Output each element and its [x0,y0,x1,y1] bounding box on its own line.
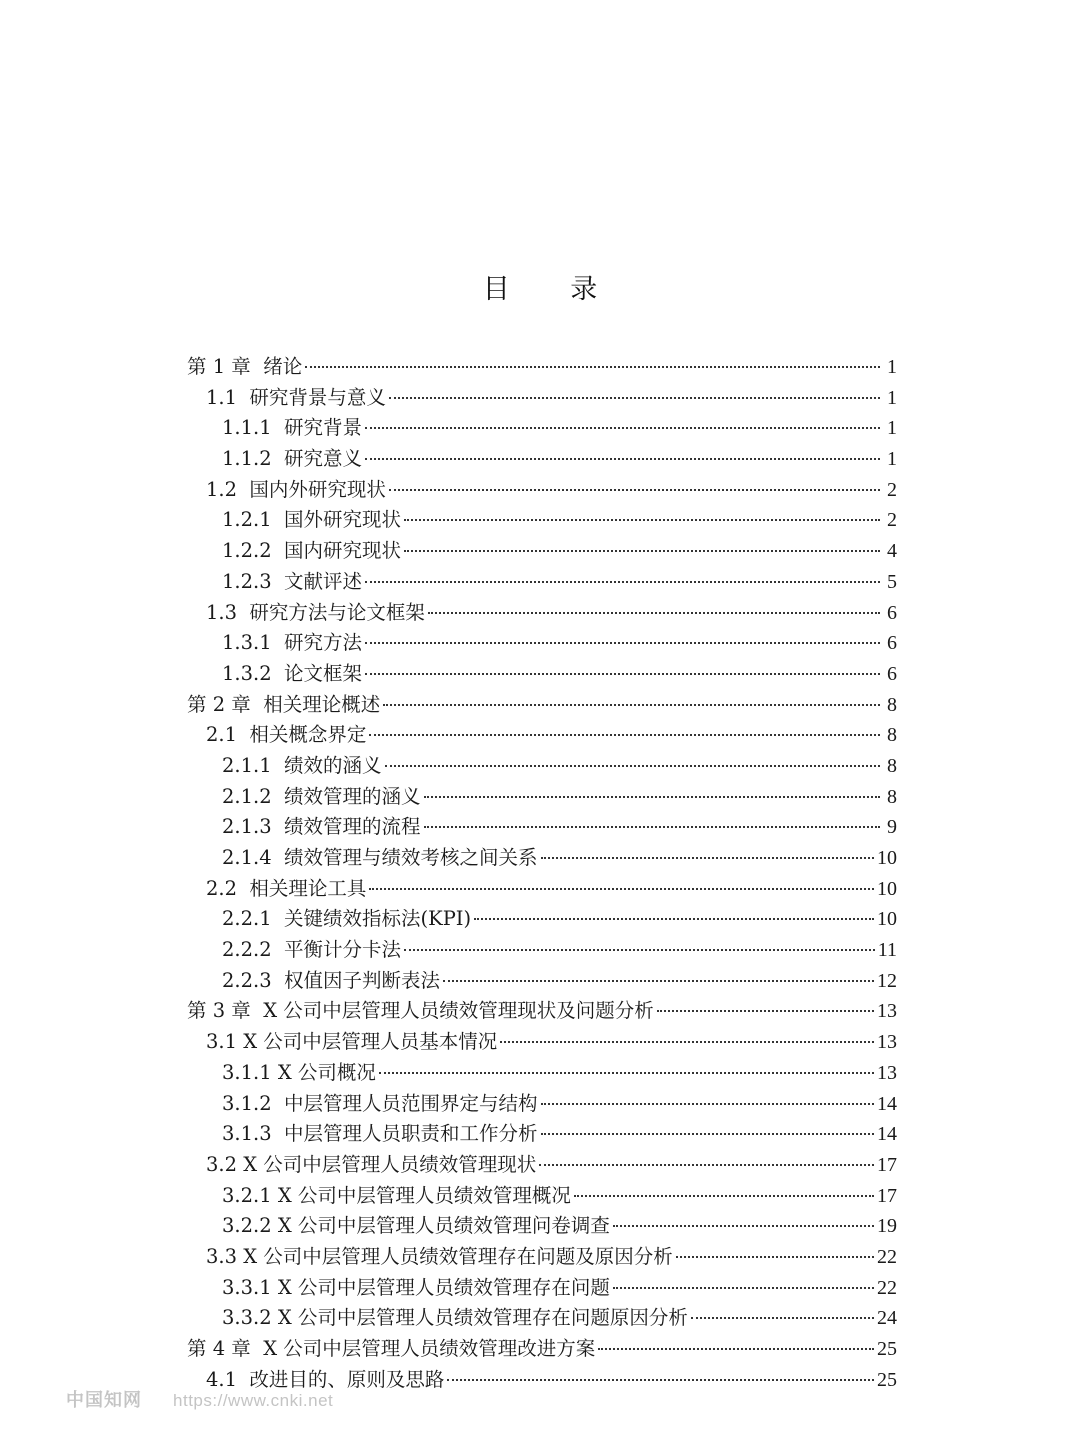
toc-entry-page-number: 25 [877,1338,897,1360]
toc-entry[interactable] [187,1089,897,1120]
toc-entry-label: 3.1.3 中层管理人员职责和工作分析 [222,1122,538,1146]
toc-entry-page-number: 4 [887,540,897,563]
dot-leader [676,1256,874,1258]
toc-entry-page-number: 9 [887,816,897,839]
dot-leader [404,519,880,521]
dot-leader [365,581,880,583]
toc-entry-page-number: 1 [887,417,897,440]
dot-leader [404,949,875,951]
toc-entry-label: 3.2 X 公司中层管理人员绩效管理现状 [206,1152,537,1176]
toc-entry-page-number: 22 [877,1276,897,1299]
toc-entry[interactable] [187,935,897,966]
toc-entry-label: 1.3 研究方法与论文框架 [206,600,425,624]
toc-entry-label: 2.2 相关理论工具 [206,876,367,900]
toc-entry-page-number: 13 [877,1061,897,1084]
toc-entry-page-number: 10 [877,877,897,900]
toc-entry-label: 第 2 章 相关理论概述 [187,692,381,716]
toc-entry-page-number: 14 [877,1092,897,1115]
toc-entry-page-number: 6 [887,632,897,655]
toc-entry-label: 4.1 改进目的、原则及思路 [206,1367,445,1391]
toc-entry[interactable] [187,1303,897,1334]
toc-entry[interactable] [187,1211,897,1242]
toc-entry-page-number: 19 [877,1215,897,1238]
dot-leader [365,642,880,644]
toc-entry-page-number: 8 [887,693,897,716]
toc-entry-label: 1.3.1 研究方法 [222,631,363,655]
toc-entry[interactable] [187,812,897,843]
dot-leader [369,888,874,890]
toc-entry-label: 1.2 国内外研究现状 [206,477,386,501]
toc-entry-label: 1.3.2 论文框架 [222,661,363,685]
toc-entry-label: 2.1 相关概念界定 [206,723,367,747]
toc-entry[interactable] [187,413,897,444]
toc-entry[interactable] [187,1150,897,1181]
toc-entry-page-number: 14 [877,1123,897,1146]
dot-leader [500,1041,874,1043]
toc-entry-page-number: 1 [887,386,897,409]
toc-entry-label: 2.1.4 绩效管理与绩效考核之间关系 [222,846,538,869]
dot-leader [305,366,880,368]
dot-leader [365,458,880,460]
dot-leader [598,1348,874,1350]
toc-entry[interactable] [187,536,897,567]
toc-entry[interactable] [187,1334,897,1365]
toc-entry-page-number: 13 [877,1031,897,1054]
toc-entry-label: 2.1.2 绩效管理的涵义 [222,784,421,808]
dot-leader [443,980,874,982]
toc-entry[interactable] [187,444,897,475]
toc-entry-label: 1.1 研究背景与意义 [206,385,386,409]
toc-entry-label: 2.1.3 绩效管理的流程 [222,815,421,839]
toc-entry-label: 3.1.2 中层管理人员范围界定与结构 [222,1091,538,1115]
toc-entry-page-number: 8 [887,724,897,747]
toc-entry[interactable] [187,1119,897,1150]
dot-leader [541,1133,874,1135]
dot-leader [447,1379,874,1381]
toc-entry[interactable] [187,567,897,598]
toc-entry-label: 1.2.3 文献评述 [222,569,363,593]
toc-entry-page-number: 1 [887,448,897,471]
toc-entry-label: 2.2.3 权值因子判断表法 [222,968,441,992]
dot-leader [541,857,874,859]
toc-entry[interactable] [187,843,897,874]
watermark [66,1386,333,1415]
toc-entry[interactable] [187,475,897,506]
toc-entry-label: 3.3.1 X 公司中层管理人员绩效管理存在问题 [222,1275,610,1299]
toc-entry[interactable] [187,782,897,813]
toc-entry-label: 1.2.2 国内研究现状 [222,539,402,563]
toc-entry-label: 第 4 章 X 公司中层管理人员绩效管理改进方案 [187,1337,596,1360]
toc-entry[interactable] [187,690,897,721]
toc-entry-label: 1.1.2 研究意义 [222,447,363,471]
dot-leader [613,1225,874,1227]
toc-entry-label: 第 3 章 X 公司中层管理人员绩效管理现状及问题分析 [187,999,654,1023]
toc-entry[interactable] [187,1273,897,1304]
toc-entry-page-number: 17 [877,1153,897,1176]
toc-entry[interactable] [187,628,897,659]
toc-entry-page-number: 10 [877,908,897,931]
watermark-url: https://www.cnki.net [173,1391,334,1410]
toc-entry-page-number: 12 [877,969,897,992]
toc-entry-label: 3.1 X 公司中层管理人员基本情况 [206,1030,498,1054]
dot-leader [428,612,880,614]
toc-entry[interactable] [187,751,897,782]
toc-entry[interactable] [187,659,897,690]
toc-entry-page-number: 11 [877,939,897,962]
toc-entry[interactable] [187,505,897,536]
toc-entry-label: 3.3 X 公司中层管理人员绩效管理存在问题及原因分析 [206,1244,673,1268]
toc-entry-page-number: 2 [887,478,897,501]
toc-entry-label: 2.2.2 平衡计分卡法 [222,938,402,962]
toc-entry-page-number: 6 [887,662,897,685]
toc-entry-label: 第 1 章 绪论 [187,355,303,378]
toc-entry[interactable] [187,720,897,751]
toc-entry[interactable] [187,1058,897,1089]
toc-entry-page-number: 8 [887,785,897,808]
toc-entry-label: 2.2.1 关键绩效指标法(KPI) [222,907,472,931]
toc-entry[interactable] [187,1027,897,1058]
dot-leader [691,1317,874,1319]
dot-leader [404,550,880,552]
toc-entry-page-number: 24 [877,1307,897,1330]
dot-leader [657,1010,874,1012]
toc-entry-page-number: 1 [887,356,897,378]
dot-leader [383,704,880,706]
toc-entry[interactable] [187,352,897,383]
dot-leader [474,918,874,920]
toc-entry-page-number: 5 [887,570,897,593]
toc-entry-page-number: 13 [877,1000,897,1023]
toc-entry-page-number: 6 [887,601,897,624]
table-of-contents [187,352,897,1395]
toc-entry-page-number: 10 [877,847,897,869]
toc-entry[interactable] [187,383,897,414]
dot-leader [541,1103,874,1105]
dot-leader [369,734,880,736]
toc-entry-page-number: 25 [877,1368,897,1391]
dot-leader [539,1164,874,1166]
dot-leader [385,765,880,767]
toc-entry-page-number: 2 [887,509,897,532]
toc-entry[interactable] [187,874,897,905]
toc-entry-label: 3.2.1 X 公司中层管理人员绩效管理概况 [222,1183,571,1207]
toc-entry[interactable] [187,1181,897,1212]
toc-entry-page-number: 22 [877,1245,897,1268]
toc-entry-label: 2.1.1 绩效的涵义 [222,753,382,777]
dot-leader [424,826,880,828]
watermark-brand: 中国知网 [66,1390,142,1410]
dot-leader [613,1287,874,1289]
toc-entry[interactable] [187,1242,897,1273]
toc-entry-page-number: 8 [887,754,897,777]
dot-leader [389,489,880,491]
dot-leader [389,397,880,399]
dot-leader [574,1195,874,1197]
toc-entry[interactable] [187,966,897,997]
page-title: 目 录 [482,274,624,305]
toc-entry-label: 3.2.2 X 公司中层管理人员绩效管理问卷调查 [222,1214,610,1238]
toc-entry-label: 1.2.1 国外研究现状 [222,508,402,532]
dot-leader [379,1072,874,1074]
toc-entry[interactable] [187,598,897,629]
dot-leader [365,673,880,675]
toc-entry-label: 3.1.1 X 公司概况 [222,1060,376,1084]
toc-entry-label: 3.3.2 X 公司中层管理人员绩效管理存在问题原因分析 [222,1306,688,1330]
toc-entry[interactable] [187,996,897,1027]
toc-entry-label: 1.1.1 研究背景 [222,416,363,440]
dot-leader [365,427,880,429]
toc-entry[interactable] [187,904,897,935]
dot-leader [424,796,880,798]
toc-entry-page-number: 17 [877,1184,897,1207]
